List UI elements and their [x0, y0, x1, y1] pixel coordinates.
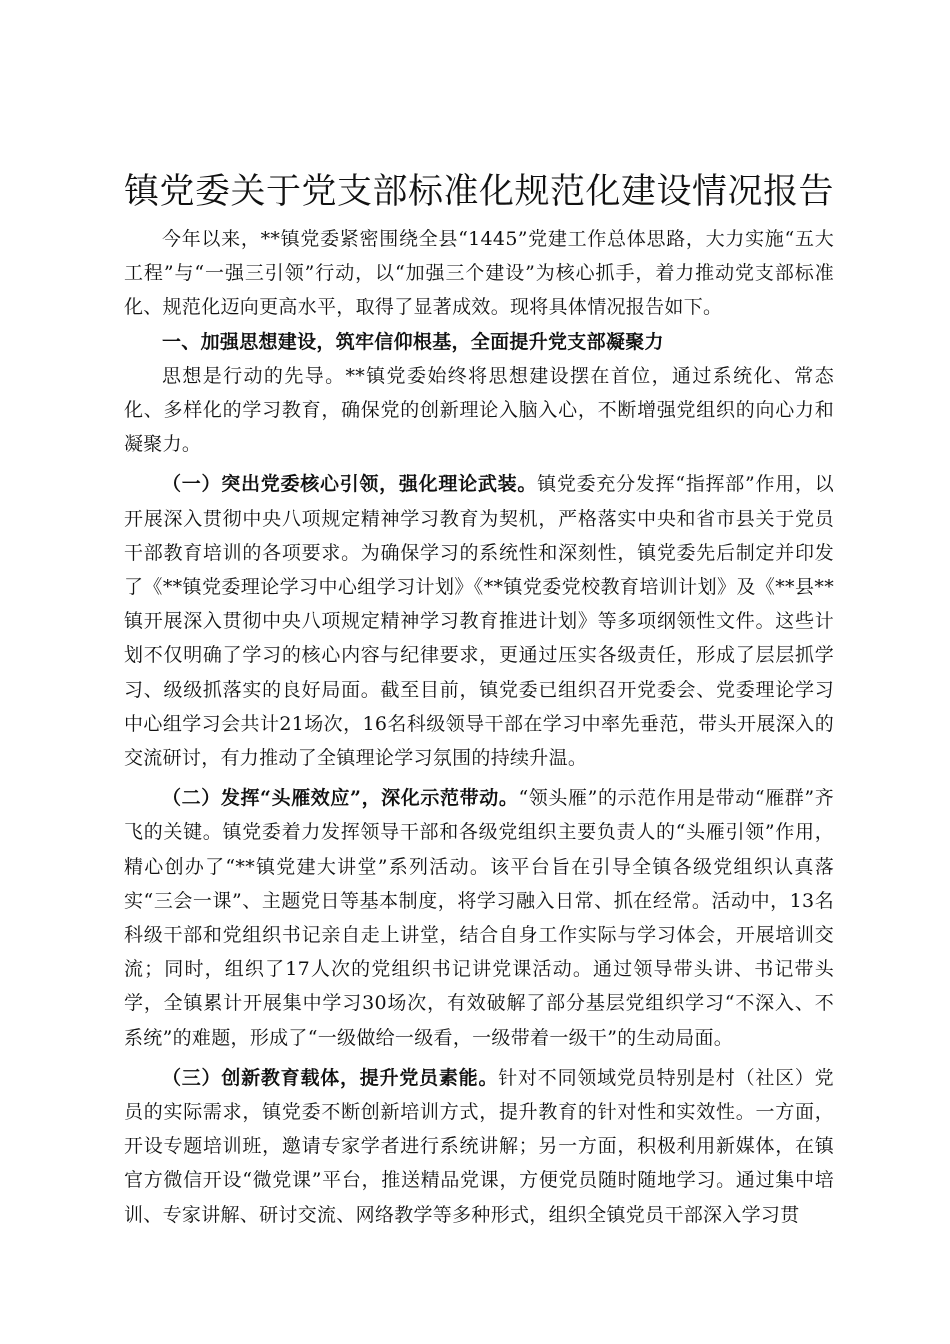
subsection-body-3: 针对不同领域党员特别是村（社区）党员的实际需求，镇党委不断创新培训方式，提升教育的针对性和实效性。一方面，开设专题培训班，邀请专家学者进行系统讲解；另一方面，积极利用新媒体，在镇官方微信开设“微党课”平台，推送精品党课，方便党员随时随地学习。通过集中培训、专家讲解、研讨交流、网络教学等多种形式，组织全镇党员干部深入学习贯: [124, 1066, 834, 1226]
document-page: [124, 168, 834, 1232]
section-heading: 一、加强思想建设，筑牢信仰根基，全面提升党支部凝聚力: [162, 330, 664, 353]
subsection-paragraph-1: [124, 467, 834, 775]
subsection-body-1: 镇党委充分发挥“指挥部”作用，以开展深入贯彻中央八项规定精神学习教育为契机，严格落实中央和省市县关于党员干部教育培训的各项要求。为确保学习的系统性和深刻性，镇党委先后制定并印发了《**镇党委理论学习中心组学习计划》《**镇党委党校教育培训计划》及《**县**镇开展深入贯彻中央八项规定精神学习教育推进计划》等多项纲领性文件。这些计划不仅明确了学习的核心内容与纪律要求，更通过压实各级责任，形成了层层抓学习、级级抓落实的良好局面。截至目前，镇党委已组织召开党委会、党委理论学习中心组学习会共计21场次，16名科级领导干部在学习中率先垂范，带头开展深入的交流研讨，有力推动了全镇理论学习氛围的持续升温。: [124, 473, 834, 770]
section-intro-paragraph: 思想是行动的先导。**镇党委始终将思想建设摆在首位，通过系统化、常态化、多样化的学习教育，确保党的创新理论入脑入心，不断增强党组织的向心力和凝聚力。: [124, 364, 834, 456]
document-title: 镇党委关于党支部标准化规范化建设情况报告: [124, 172, 835, 212]
subsection-paragraph-2: [124, 781, 834, 1055]
subsection-body-2: “领头雁”的示范作用是带动“雁群”齐飞的关键。镇党委着力发挥领导干部和各级党组织主要负责人的“头雁引领”作用，精心创办了“**镇党建大讲堂”系列活动。该平台旨在引导全镇各级党组织认真落实“三会一课”、主题党日等基本制度，将学习融入日常、抓在经常。活动中，13名科级干部和党组织书记亲自走上讲堂，结合自身工作实际与学习体会，开展培训交流；同时，组织了17人次的党组织书记讲党课活动。通过领导带头讲、书记带头学，全镇累计开展集中学习30场次，有效破解了部分基层党组织学习“不深入、不系统”的难题，形成了“一级做给一级看，一级带着一级干”的生动局面。: [124, 787, 834, 1049]
subsection-heading-3: （三）创新教育载体，提升党员素能。: [162, 1066, 499, 1089]
subsection-heading-2: （二）发挥“头雁效应”，深化示范带动。: [162, 787, 519, 810]
intro-paragraph: 今年以来，**镇党委紧密围绕全县“1445”党建工作总体思路，大力实施“五大工程”与“一强三引领”行动，以“加强三个建设”为核心抓手，着力推动党支部标准化、规范化迈向更高水平，取得了显著成效。现将具体情况报告如下。: [124, 228, 834, 319]
subsection-heading-1: （一）突出党委核心引领，强化理论武装。: [162, 473, 538, 496]
subsection-paragraph-3: [124, 1061, 834, 1232]
